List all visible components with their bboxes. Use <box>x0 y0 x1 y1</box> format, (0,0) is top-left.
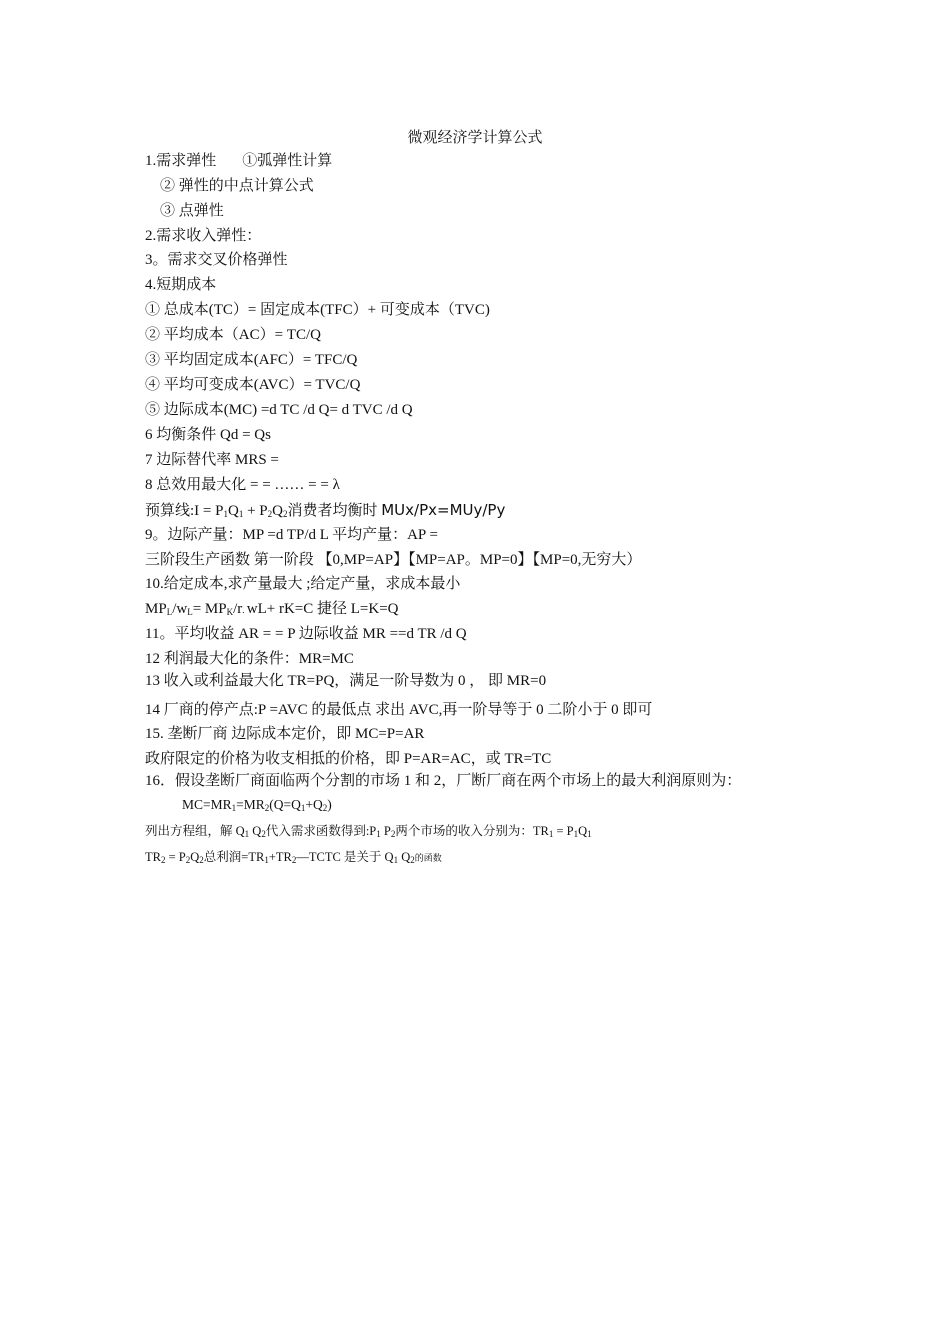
line-28: 列出方程组，解 $Q_1$ $Q_2$代入需求函数得到$:P_1$ $P_2$两个市场的收入分别为：$TR_1 = P_1Q_1$ <box>145 824 592 839</box>
page-title: 微观经济学计算公式 <box>407 130 543 146</box>
line-1-a: 1.需求弹性 <box>145 153 217 169</box>
line-7: ① 总成本(TC）= 固定成本(TFC）+ 可变成本（TVC) <box>145 302 490 318</box>
line-15: 预算线:I = $P_1Q_1 + P_2Q_2$消费者均衡时 MUx/Px=MUy/Py <box>145 501 506 519</box>
line-6: 4.短期成本 <box>145 277 217 293</box>
line-1 <box>145 151 332 171</box>
line-24: 15. 垄断厂商 边际成本定价，即 MC=P=AR <box>145 726 425 742</box>
line-27: $MC=MR_1=MR_2(Q=Q_1+Q_2)$ <box>182 797 332 813</box>
line-18: 10.给定成本,求产量最大 ;给定产量，求成本最小 <box>145 576 461 592</box>
line-25: 政府限定的价格为收支相抵的价格，即 P=AR=AC，或 TR=TC <box>145 751 552 767</box>
line-29: $TR_2 = P_2Q_2$总利润$=TR_1+TR_2—TCTC$ 是关于 $Q_1$ $Q_2$的函数 <box>145 850 442 865</box>
line-17: 三阶段生产函数 第一阶段 【0,MP=AP】【MP=AP。MP=0】【MP=0,无穷大） <box>145 552 642 568</box>
line-22: 13 收入或利益最大化 TR=PQ，满足一阶导数为 0 ， 即 MR=0 <box>145 673 547 689</box>
line-23: 14 厂商的停产点:P =AVC 的最低点 求出 AVC,再一阶导等于 0 二阶小于 0 即可 <box>145 702 653 718</box>
line-20: 11。平均收益 AR = = P 边际收益 MR ==d TR /d Q <box>145 626 467 642</box>
line-5: 3。需求交叉价格弹性 <box>145 252 288 268</box>
line-13: 7 边际替代率 MRS = <box>145 452 279 468</box>
line-21: 12 利润最大化的条件：MR=MC <box>145 651 354 667</box>
line-9: ③ 平均固定成本(AFC）= TFC/Q <box>145 352 358 368</box>
line-2: ② 弹性的中点计算公式 <box>160 178 314 194</box>
line-26: 16．假设垄断厂商面临两个分割的市场 1 和 2，厂断厂商在两个市场上的最大利润原则为： <box>145 773 742 789</box>
line-16: 9。边际产量：MP =d TP/d L 平均产量：AP = <box>145 527 438 543</box>
line-12: 6 均衡条件 Qd = Qs <box>145 427 271 443</box>
line-11: ⑤ 边际成本(MC) =d TC /d Q= d TVC /d Q <box>145 402 413 418</box>
line-8: ② 平均成本（AC）= TC/Q <box>145 327 321 343</box>
line-1-b: ①弧弹性计算 <box>242 153 333 169</box>
line-10: ④ 平均可变成本(AVC）= TVC/Q <box>145 377 361 393</box>
line-14: 8 总效用最大化 = = …… = = λ <box>145 477 340 493</box>
line-3: ③ 点弹性 <box>160 203 224 219</box>
line-4: 2.需求收入弹性： <box>145 228 262 244</box>
line-19: $MP_L/w_L= MP_K/r$. wL+ rK=C 捷径 L=K=Q <box>145 601 399 617</box>
